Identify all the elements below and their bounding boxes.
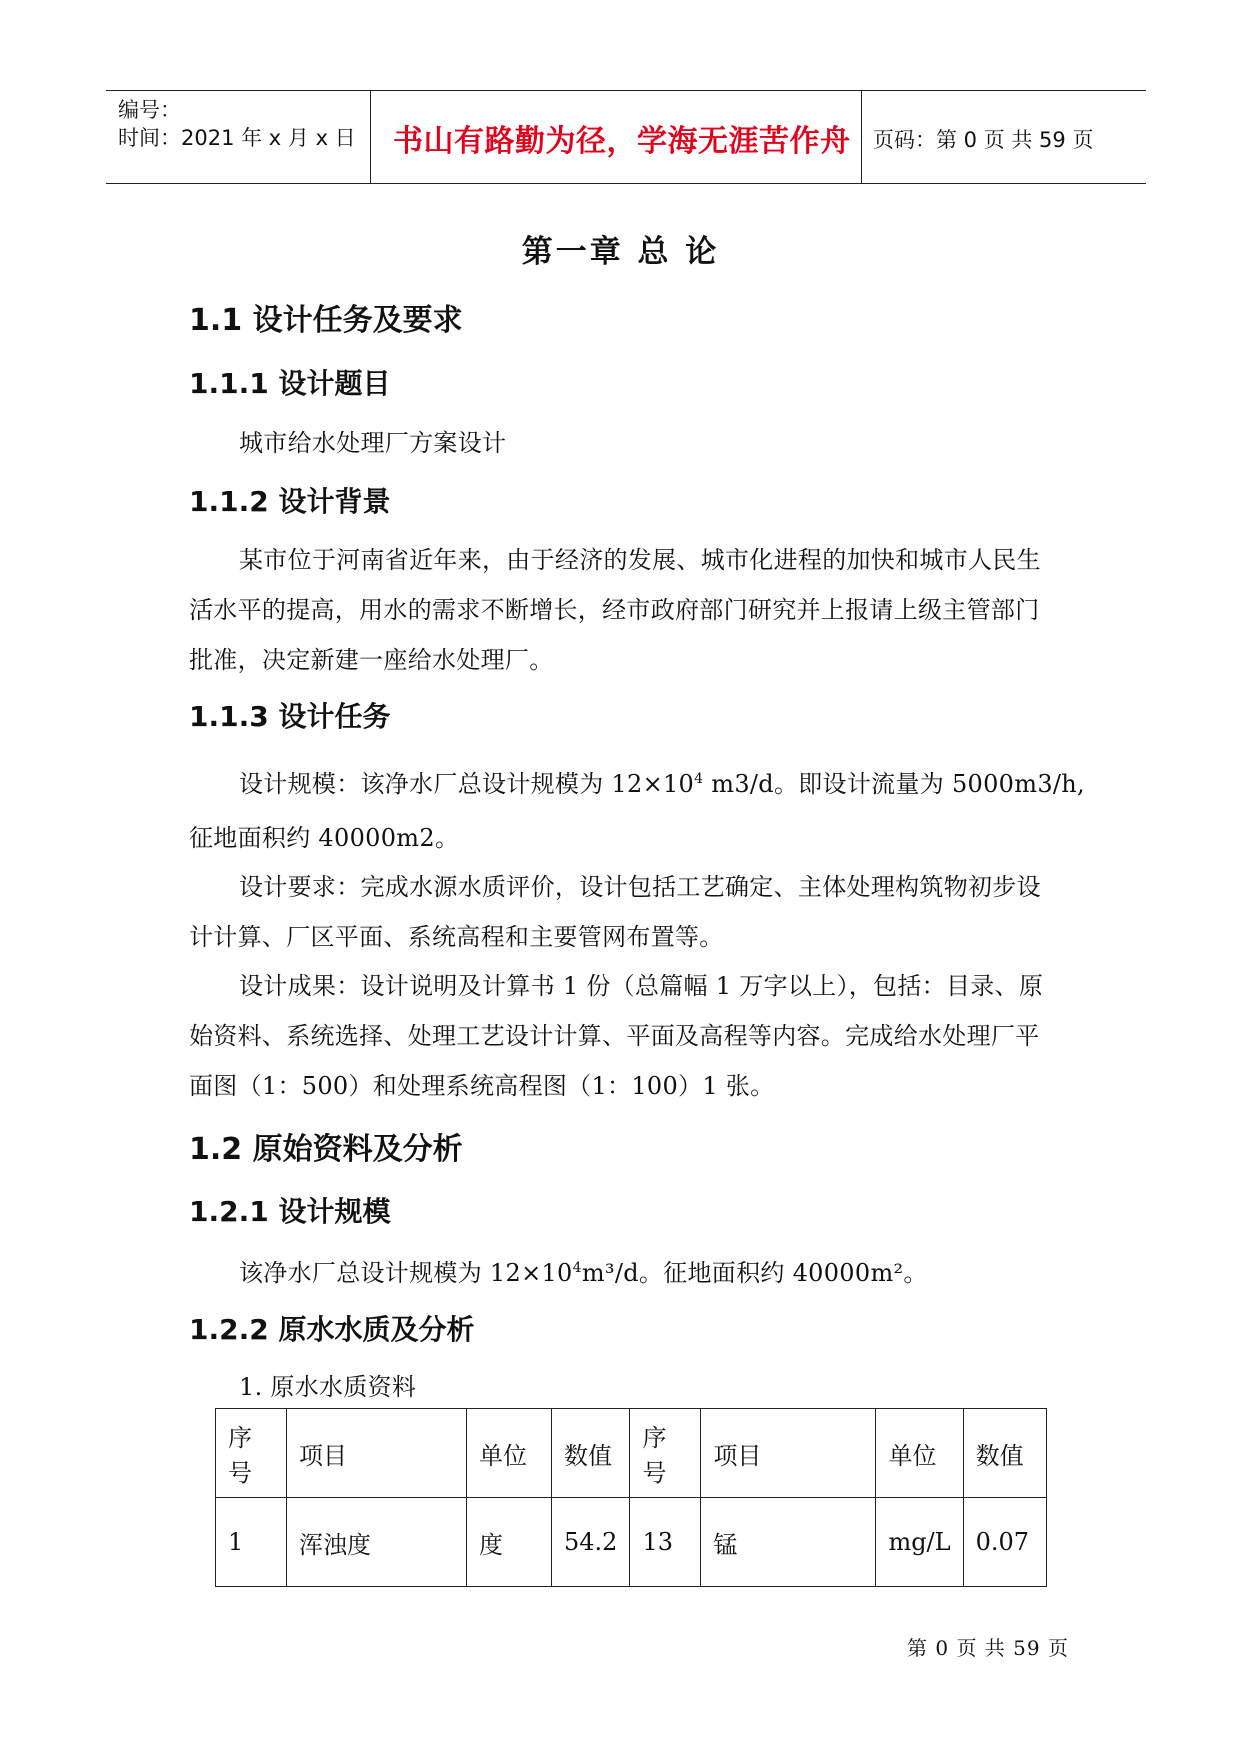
section-title-1-1: 1.1 设计任务及要求 xyxy=(189,303,463,338)
design-scale-post: m3/d。即设计流量为 5000m3/h, xyxy=(703,770,1085,798)
table-header-cell: 序号 xyxy=(216,1409,287,1498)
table-header-cell: 项目 xyxy=(287,1409,467,1498)
design-scale-pre: 设计规模：该净水厂总设计规模为 12×10 xyxy=(239,770,695,798)
table-cell: 锰 xyxy=(701,1498,876,1587)
table-cell: mg/L xyxy=(876,1498,963,1587)
page-footer: 第 0 页 共 59 页 xyxy=(907,1636,1069,1660)
raw-water-subtitle: 1. 原水水质资料 xyxy=(239,1373,417,1401)
design-topic-text: 城市给水处理厂方案设计 xyxy=(239,429,507,457)
header-divider xyxy=(370,90,371,183)
design-result-line: 面图（1：500）和处理系统高程图（1：100）1 张。 xyxy=(189,1072,775,1100)
section-title-1-1-2: 1.1.2 设计背景 xyxy=(189,485,391,518)
section-title-1-1-3: 1.1.3 设计任务 xyxy=(189,700,391,733)
section-title-1-2-1: 1.2.1 设计规模 xyxy=(189,1195,391,1228)
design-result-line: 设计成果：设计说明及计算书 1 份（总篇幅 1 万字以上），包括：目录、原 xyxy=(239,972,1044,1000)
table-cell: 度 xyxy=(467,1498,552,1587)
table-header-cell: 序号 xyxy=(630,1409,701,1498)
header-page-label: 页码：第 0 页 共 59 页 xyxy=(873,128,1094,152)
scale-text xyxy=(239,1253,928,1288)
design-scale-line xyxy=(239,764,1085,799)
design-scale-line2: 征地面积约 40000m2。 xyxy=(189,824,460,852)
table-header-row xyxy=(216,1409,1047,1498)
scale-text-pre: 该净水厂总设计规模为 12×10 xyxy=(239,1259,573,1287)
header-motto: 书山有路勤为径，学海无涯苦作舟 xyxy=(393,124,851,159)
design-result-line: 始资料、系统选择、处理工艺设计计算、平面及高程等内容。完成给水处理厂平 xyxy=(189,1022,1040,1050)
table-header-cell: 数值 xyxy=(552,1409,630,1498)
table-header-cell: 单位 xyxy=(467,1409,552,1498)
scale-text-exponent: 4 xyxy=(572,1260,582,1276)
table-header-cell: 项目 xyxy=(701,1409,876,1498)
table-cell: 0.07 xyxy=(963,1498,1046,1587)
design-requirement-line: 设计要求：完成水源水质评价，设计包括工艺确定、主体处理构筑物初步设 xyxy=(239,873,1041,901)
design-scale-exponent: 4 xyxy=(694,771,704,787)
table-cell: 13 xyxy=(630,1498,701,1587)
background-line: 活水平的提高，用水的需求不断增长，经市政府部门研究并上报请上级主管部门 xyxy=(189,596,1040,624)
header-bottom-rule xyxy=(106,183,1146,184)
section-title-1-2: 1.2 原始资料及分析 xyxy=(189,1132,463,1167)
header-number-label: 编号： xyxy=(118,98,181,122)
background-line: 批准，决定新建一座给水处理厂。 xyxy=(189,646,554,674)
section-title-1-1-1: 1.1.1 设计题目 xyxy=(189,367,391,400)
table-header-cell: 数值 xyxy=(963,1409,1046,1498)
raw-water-quality-table xyxy=(215,1408,1047,1587)
table-cell: 1 xyxy=(216,1498,287,1587)
chapter-title: 第一章 总 论 xyxy=(521,234,720,270)
design-requirement-line: 计计算、厂区平面、系统高程和主要管网布置等。 xyxy=(189,923,724,951)
header-top-rule xyxy=(106,90,1146,91)
header-divider xyxy=(861,90,862,183)
table-cell: 浑浊度 xyxy=(287,1498,467,1587)
background-line: 某市位于河南省近年来，由于经济的发展、城市化进程的加快和城市人民生 xyxy=(239,546,1041,574)
header-time-label: 时间：2021 年 x 月 x 日 xyxy=(118,126,356,150)
section-title-1-2-2: 1.2.2 原水水质及分析 xyxy=(189,1313,475,1346)
table-row xyxy=(216,1498,1047,1587)
scale-text-post: m³/d。征地面积约 40000m²。 xyxy=(581,1259,928,1287)
table-cell: 54.2 xyxy=(552,1498,630,1587)
table-header-cell: 单位 xyxy=(876,1409,963,1498)
